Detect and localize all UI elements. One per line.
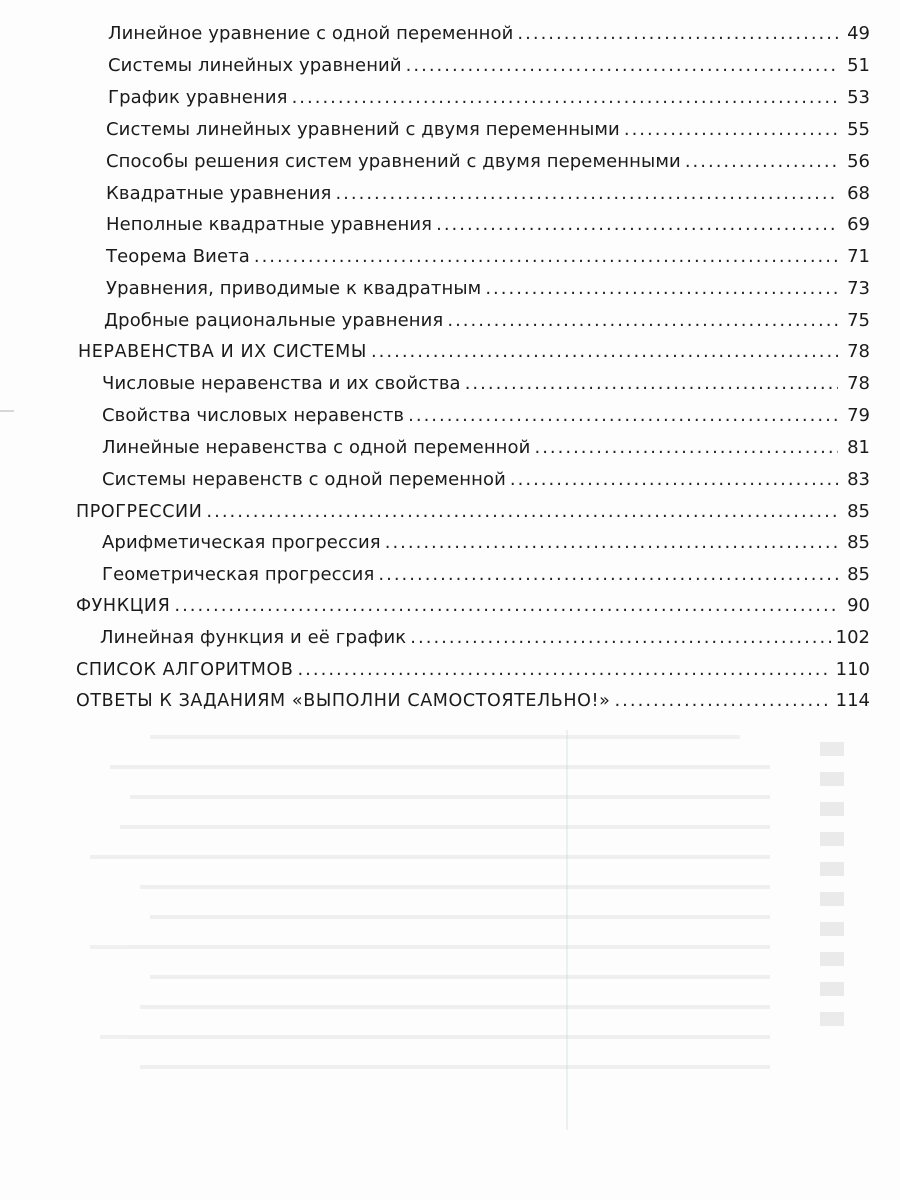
dot-leader <box>624 119 838 141</box>
toc-entry-page: 85 <box>847 501 870 522</box>
toc-entry-title: Линейные неравенства с одной переменной <box>102 437 531 458</box>
toc-entry-title: Линейная функция и её график <box>100 627 407 648</box>
toc-section-title: СПИСОК АЛГОРИТМОВ <box>76 660 294 680</box>
toc-entry[interactable] <box>106 119 870 141</box>
toc-entry-title: Системы линейных уравнений <box>108 55 402 76</box>
toc-entry-page: 53 <box>847 87 870 108</box>
toc-entry-page: 68 <box>847 183 870 204</box>
toc-entry[interactable] <box>102 532 870 554</box>
toc-section[interactable] <box>76 595 870 617</box>
toc-entry[interactable] <box>106 151 870 173</box>
dot-leader <box>534 437 838 459</box>
toc-entry-page: 102 <box>835 627 870 648</box>
toc-entry-title: Неполные квадратные уравнения <box>106 214 433 235</box>
toc-entry-title: График уравнения <box>108 87 288 108</box>
toc-entry[interactable] <box>108 55 870 77</box>
toc-entry-page: 85 <box>847 532 870 553</box>
dot-leader <box>292 87 838 109</box>
dot-leader <box>485 278 838 300</box>
toc-entry-page: 85 <box>847 564 870 585</box>
toc-entry[interactable] <box>106 278 870 300</box>
dot-leader <box>174 595 838 617</box>
toc-section[interactable] <box>76 659 870 681</box>
toc-entry-page: 83 <box>847 469 870 490</box>
toc-entry-title: Свойства числовых неравенств <box>102 405 405 426</box>
toc-entry-title: Квадратные уравнения <box>106 183 332 204</box>
dot-leader <box>685 151 838 173</box>
dot-leader <box>406 55 838 77</box>
toc-section-title: НЕРАВЕНСТВА И ИХ СИСТЕМЫ <box>78 342 367 362</box>
toc-entry-title: Дробные рациональные уравнения <box>104 310 444 331</box>
toc-section-title: ПРОГРЕССИИ <box>76 502 203 522</box>
toc-entry[interactable] <box>102 437 870 459</box>
dot-leader <box>436 214 838 236</box>
toc-entry[interactable] <box>106 183 870 205</box>
toc-entry-page: 78 <box>847 341 870 362</box>
dot-leader <box>385 532 838 554</box>
toc-entry-page: 51 <box>847 55 870 76</box>
dot-leader <box>254 246 838 268</box>
toc-entry-title: Системы неравенств с одной переменной <box>102 469 506 490</box>
toc-entry[interactable] <box>106 246 870 268</box>
toc-entry-page: 71 <box>847 246 870 267</box>
toc-entry-page: 79 <box>847 405 870 426</box>
toc-entry[interactable] <box>102 373 870 395</box>
toc-section-title: ОТВЕТЫ К ЗАДАНИЯМ «ВЫПОЛНИ САМОСТОЯТЕЛЬНО!» <box>76 691 611 711</box>
toc-entry-page: 56 <box>847 151 870 172</box>
toc-entry-title: Числовые неравенства и их свойства <box>102 373 461 394</box>
dot-leader <box>206 501 838 523</box>
dot-leader <box>378 564 838 586</box>
dot-leader <box>465 373 838 395</box>
toc-entry[interactable] <box>102 469 870 491</box>
toc-entry[interactable] <box>108 87 870 109</box>
toc-entry-title: Теорема Виета <box>106 246 250 267</box>
dot-leader <box>447 310 838 332</box>
toc-entry-page: 90 <box>847 595 870 616</box>
dot-leader <box>410 627 831 649</box>
dot-leader <box>335 183 838 205</box>
toc-entry-page: 73 <box>847 278 870 299</box>
toc-section-title: ФУНКЦИЯ <box>76 596 171 616</box>
toc-entry-page: 81 <box>847 437 870 458</box>
dot-leader <box>371 341 838 363</box>
toc-entry[interactable] <box>104 310 870 332</box>
dot-leader <box>408 405 838 427</box>
toc-entry-page: 114 <box>835 690 870 711</box>
toc-entry[interactable] <box>106 214 870 236</box>
toc-entry-title: Уравнения, приводимые к квадратным <box>106 278 482 299</box>
dot-leader <box>510 469 838 491</box>
dot-leader <box>297 659 831 681</box>
toc-entry[interactable] <box>102 564 870 586</box>
toc-entry-title: Геометрическая прогрессия <box>102 564 375 585</box>
dot-leader <box>517 23 838 45</box>
toc-entry-page: 55 <box>847 119 870 140</box>
toc-entry[interactable] <box>108 23 870 45</box>
toc-section[interactable] <box>76 501 870 523</box>
toc-section[interactable] <box>78 341 870 363</box>
toc-entry[interactable] <box>100 627 870 649</box>
toc-entry-title: Арифметическая прогрессия <box>102 532 381 553</box>
toc-entry[interactable] <box>102 405 870 427</box>
toc-section[interactable] <box>76 690 870 712</box>
toc-entry-page: 78 <box>847 373 870 394</box>
toc-entry-page: 69 <box>847 214 870 235</box>
toc-entry-title: Способы решения систем уравнений с двумя переменными <box>106 151 681 172</box>
toc-entry-page: 110 <box>835 659 870 680</box>
toc-entry-page: 75 <box>847 310 870 331</box>
toc-entry-title: Линейное уравнение с одной переменной <box>108 23 514 44</box>
dot-leader <box>614 690 831 712</box>
toc-entry-page: 49 <box>847 23 870 44</box>
toc-entry-title: Системы линейных уравнений с двумя переменными <box>106 119 620 140</box>
